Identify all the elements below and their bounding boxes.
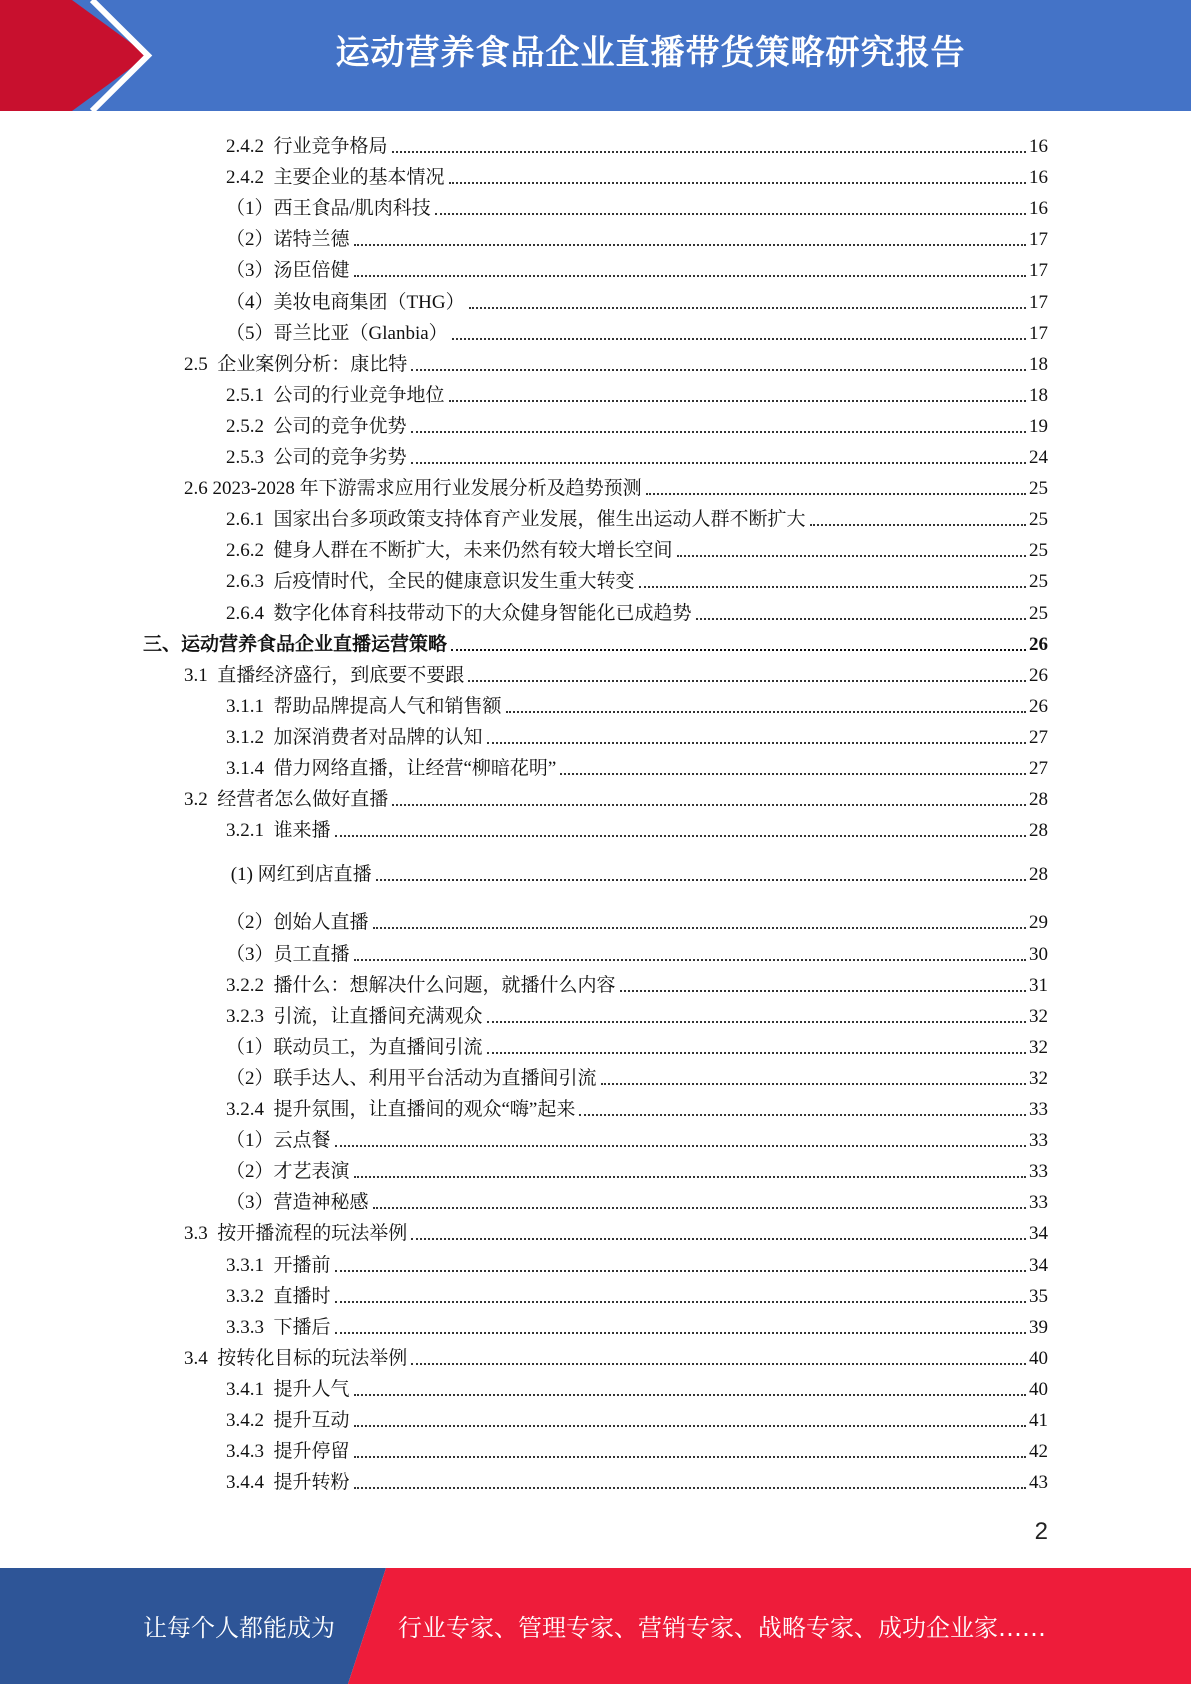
toc-entry-number: 2.6.2 xyxy=(226,540,274,562)
toc-entry-page: 25 xyxy=(1029,478,1048,500)
toc-dot-leader xyxy=(452,338,1026,340)
toc-entry-number: （4） xyxy=(226,291,274,313)
toc-entry[interactable] xyxy=(226,1122,1048,1152)
toc-entry-title: 企业案例分析：康比特 xyxy=(217,353,408,375)
toc-entry-page: 42 xyxy=(1029,1441,1048,1463)
toc-entry-page: 39 xyxy=(1029,1316,1048,1338)
toc-entry-number: （1） xyxy=(226,198,274,220)
toc-entry[interactable] xyxy=(226,1309,1048,1339)
toc-dot-leader xyxy=(451,649,1026,651)
toc-entry-number: 3.4 xyxy=(184,1347,218,1369)
toc-dot-leader xyxy=(411,369,1026,371)
footer-slogan-left: 让每个人都能成为 xyxy=(143,1614,335,1642)
toc-entry-page: 27 xyxy=(1029,758,1048,779)
toc-entry[interactable] xyxy=(226,190,1048,220)
toc-entry-number: （5） xyxy=(226,322,274,344)
toc-entry-title: 美妆电商集团（THG） xyxy=(273,291,465,313)
toc-entry-title: 公司的行业竞争地位 xyxy=(273,384,445,406)
page-number: 2 xyxy=(1034,1518,1048,1545)
toc-entry-page: 41 xyxy=(1029,1410,1048,1431)
toc-entry-page: 26 xyxy=(1029,633,1048,655)
toc-entry[interactable] xyxy=(226,595,1048,625)
toc-entry-number: 3.3 xyxy=(184,1223,218,1245)
page-header xyxy=(0,0,1191,111)
toc-entry-number: （2） xyxy=(226,1067,274,1089)
toc-entry-page: 33 xyxy=(1029,1099,1048,1120)
toc-dot-leader xyxy=(354,1456,1026,1458)
toc-entry-number: （3） xyxy=(226,1192,274,1214)
toc-dot-leader xyxy=(435,213,1026,215)
toc-entry-title: 西王食品/肌肉科技 xyxy=(273,198,431,220)
toc-dot-leader xyxy=(392,804,1026,806)
toc-entry[interactable] xyxy=(226,377,1048,407)
toc-entry-title: 加深消费者对品牌的认知 xyxy=(273,726,483,748)
toc-dot-leader xyxy=(677,555,1026,557)
toc-entry-number: （1） xyxy=(226,1036,274,1058)
toc-entry-page: 17 xyxy=(1029,322,1048,344)
toc-entry[interactable] xyxy=(226,128,1048,158)
toc-dot-leader xyxy=(354,1425,1026,1427)
toc-entry[interactable] xyxy=(184,781,1048,811)
toc-entry-page: 31 xyxy=(1029,974,1048,996)
toc-entry-page: 16 xyxy=(1029,167,1048,189)
toc-entry-title: 谁来播 xyxy=(273,820,331,842)
toc-entry[interactable] xyxy=(226,1091,1048,1121)
toc-entry-title: 网红到店直播 xyxy=(257,864,372,886)
toc-entry-page: 35 xyxy=(1029,1285,1048,1307)
toc-dot-leader xyxy=(468,680,1026,682)
toc-entry-number: （2） xyxy=(226,229,274,251)
toc-entry-page: 16 xyxy=(1029,136,1048,157)
toc-entry-title: 汤臣倍健 xyxy=(273,260,350,282)
toc-entry-page: 25 xyxy=(1029,540,1048,562)
toc-entry-number: 2.6.4 xyxy=(226,602,274,624)
toc-entry-page: 32 xyxy=(1029,1067,1048,1089)
toc-entry-title: 营造神秘感 xyxy=(273,1192,369,1214)
toc-entry-page: 19 xyxy=(1029,415,1048,437)
toc-entry[interactable] xyxy=(226,315,1048,345)
toc-dot-leader xyxy=(646,493,1026,495)
toc-dot-leader xyxy=(601,1083,1026,1085)
toc-entry[interactable] xyxy=(226,1153,1048,1183)
toc-dot-leader xyxy=(335,1301,1026,1303)
toc-entry[interactable] xyxy=(226,1433,1048,1463)
toc-dot-leader xyxy=(354,1487,1026,1489)
toc-entry-title: 运动营养食品企业直播运营策略 xyxy=(181,633,448,655)
toc-entry-title: 直播经济盛行，到底要不要跟 xyxy=(217,664,465,686)
toc-entry[interactable] xyxy=(226,532,1048,562)
toc-dot-leader xyxy=(335,835,1026,837)
toc-entry[interactable] xyxy=(226,812,1048,842)
toc-entry[interactable] xyxy=(226,998,1048,1028)
toc-dot-leader xyxy=(373,1207,1026,1209)
toc-dot-leader xyxy=(354,1394,1026,1396)
toc-dot-leader xyxy=(373,927,1026,929)
toc-entry-title: 提升转粉 xyxy=(273,1472,350,1494)
toc-entry-number: 3.2.1 xyxy=(226,820,274,842)
toc-entry-number: 3.4.4 xyxy=(226,1472,274,1494)
toc-entry-title: 后疫情时代，全民的健康意识发生重大转变 xyxy=(273,571,635,593)
toc-entry-number: （3） xyxy=(226,260,274,282)
toc-entry-page: 26 xyxy=(1029,695,1048,717)
toc-dot-leader xyxy=(579,1114,1026,1116)
toc-dot-leader xyxy=(335,1332,1026,1334)
toc-entry-number: 2.6.3 xyxy=(226,571,274,593)
toc-dot-leader xyxy=(354,244,1026,246)
toc-entry[interactable] xyxy=(184,1215,1048,1245)
toc-entry[interactable] xyxy=(226,904,1048,934)
toc-entry[interactable] xyxy=(184,1340,1048,1370)
toc-dot-leader xyxy=(506,711,1026,713)
toc-entry[interactable] xyxy=(184,657,1048,687)
toc-entry-title: 数字化体育科技带动下的大众健身智能化已成趋势 xyxy=(273,602,692,624)
toc-entry-number: 3.1.1 xyxy=(226,695,274,717)
toc-entry[interactable] xyxy=(226,1060,1048,1090)
toc-entry-number: （1） xyxy=(226,1130,274,1152)
toc-entry-page: 28 xyxy=(1029,820,1048,842)
toc-dot-leader xyxy=(354,275,1026,277)
toc-entry[interactable] xyxy=(226,221,1048,251)
document-title: 运动营养食品企业直播带货策略研究报告 xyxy=(335,33,966,73)
toc-entry-page: 25 xyxy=(1029,602,1048,624)
toc-entry[interactable] xyxy=(226,159,1048,189)
toc-entry-page: 17 xyxy=(1029,229,1048,251)
footer-slogan-right: 行业专家、管理专家、营销专家、战略专家、成功企业家…… xyxy=(398,1614,1046,1642)
toc-dot-leader xyxy=(560,773,1026,775)
toc-entry[interactable] xyxy=(143,626,1048,656)
toc-entry-title: 提升停留 xyxy=(273,1441,350,1463)
toc-entry-page: 27 xyxy=(1029,726,1048,748)
toc-entry-page: 25 xyxy=(1029,509,1048,531)
toc-entry-title: 2023-2028 年下游需求应用行业发展分析及趋势预测 xyxy=(212,478,642,500)
toc-entry-number: 3.2.4 xyxy=(226,1099,274,1120)
toc-entry-title: 下播后 xyxy=(273,1316,331,1338)
toc-entry[interactable] xyxy=(184,470,1048,500)
toc-entry-page: 28 xyxy=(1029,864,1048,886)
toc-entry-number: 3.4.2 xyxy=(226,1410,274,1431)
page-footer xyxy=(0,1568,1191,1684)
toc-entry-title: 提升氛围，让直播间的观众“嗨”起来 xyxy=(273,1099,576,1120)
header-arrow-icon xyxy=(0,0,260,111)
toc-dot-leader xyxy=(487,1021,1026,1023)
toc-entry[interactable] xyxy=(226,750,1048,780)
toc-entry-title: 按开播流程的玩法举例 xyxy=(217,1223,408,1245)
toc-entry[interactable] xyxy=(226,967,1048,997)
toc-dot-leader xyxy=(411,431,1026,433)
toc-dot-leader xyxy=(449,182,1026,184)
toc-entry[interactable] xyxy=(226,439,1048,469)
toc-dot-leader xyxy=(487,742,1026,744)
toc-entry[interactable] xyxy=(226,719,1048,749)
toc-entry-page: 34 xyxy=(1029,1223,1048,1245)
toc-dot-leader xyxy=(376,879,1026,881)
toc-entry-page: 17 xyxy=(1029,291,1048,313)
toc-entry[interactable] xyxy=(226,1464,1048,1494)
toc-dot-leader xyxy=(392,151,1026,153)
toc-entry-number: 2.5.2 xyxy=(226,415,274,437)
toc-entry-number: 三、 xyxy=(143,633,182,655)
toc-entry-number: 3.3.2 xyxy=(226,1285,274,1307)
toc-entry-number: 2.6.1 xyxy=(226,509,274,531)
toc-entry-title: 帮助品牌提高人气和销售额 xyxy=(273,695,502,717)
toc-dot-leader xyxy=(335,1270,1026,1272)
toc-entry-title: 才艺表演 xyxy=(273,1161,350,1183)
toc-dot-leader xyxy=(354,1176,1026,1178)
toc-entry[interactable] xyxy=(226,1402,1048,1432)
toc-entry[interactable] xyxy=(226,1371,1048,1401)
toc-entry-title: 开播前 xyxy=(273,1254,331,1276)
toc-entry-title: 创始人直播 xyxy=(273,912,369,934)
toc-dot-leader xyxy=(620,990,1026,992)
toc-entry[interactable] xyxy=(184,346,1048,376)
toc-entry[interactable] xyxy=(226,1278,1048,1308)
toc-entry-number: 3.3.3 xyxy=(226,1316,274,1338)
toc-entry-page: 43 xyxy=(1029,1472,1048,1494)
toc-entry[interactable] xyxy=(226,1247,1048,1277)
toc-entry-title: 播什么：想解决什么问题，就播什么内容 xyxy=(273,974,616,996)
toc-entry-page: 40 xyxy=(1029,1378,1048,1400)
toc-entry-title: 直播时 xyxy=(273,1285,331,1307)
toc-entry[interactable] xyxy=(226,563,1048,593)
toc-entry-number: 3.4.3 xyxy=(226,1441,274,1463)
toc-entry[interactable] xyxy=(226,252,1048,282)
toc-dot-leader xyxy=(810,524,1026,526)
toc-entry[interactable] xyxy=(226,856,1048,886)
toc-dot-leader xyxy=(449,400,1026,402)
toc-dot-leader xyxy=(487,1052,1026,1054)
toc-entry[interactable] xyxy=(226,284,1048,314)
toc-entry-title: 哥兰比亚（Glanbia） xyxy=(273,322,448,344)
toc-entry-page: 32 xyxy=(1029,1036,1048,1058)
toc-entry-page: 18 xyxy=(1029,384,1048,406)
toc-entry-number: 3.1.2 xyxy=(226,726,274,748)
toc-dot-leader xyxy=(469,307,1026,309)
toc-entry-number: 3.1.4 xyxy=(226,758,274,779)
toc-entry-title: 提升人气 xyxy=(273,1378,350,1400)
toc-entry[interactable] xyxy=(226,1029,1048,1059)
toc-dot-leader xyxy=(335,1145,1026,1147)
toc-entry-title: 国家出台多项政策支持体育产业发展，催生出运动人群不断扩大 xyxy=(273,509,806,531)
toc-entry-number: 2.6 xyxy=(184,478,213,500)
toc-entry-title: 行业竞争格局 xyxy=(273,136,388,157)
toc-entry-number: 2.4.2 xyxy=(226,136,274,157)
toc-entry-number: 2.5 xyxy=(184,353,218,375)
toc-entry-page: 33 xyxy=(1029,1192,1048,1214)
toc-entry-number: 2.4.2 xyxy=(226,167,274,189)
toc-entry-page: 40 xyxy=(1029,1347,1048,1369)
toc-entry[interactable] xyxy=(226,501,1048,531)
toc-entry-number: 3.4.1 xyxy=(226,1378,274,1400)
toc-dot-leader xyxy=(411,1363,1026,1365)
toc-entry-title: 联手达人、利用平台活动为直播间引流 xyxy=(273,1067,597,1089)
toc-entry-number: 3.2.3 xyxy=(226,1005,274,1027)
toc-dot-leader xyxy=(639,586,1026,588)
toc-entry-title: 联动员工，为直播间引流 xyxy=(273,1036,483,1058)
toc-entry-title: 提升互动 xyxy=(273,1410,350,1431)
toc-entry-page: 33 xyxy=(1029,1130,1048,1152)
toc-entry-page: 17 xyxy=(1029,260,1048,282)
toc-dot-leader xyxy=(696,618,1026,620)
toc-dot-leader xyxy=(411,462,1026,464)
toc-entry-title: 引流，让直播间充满观众 xyxy=(273,1005,483,1027)
toc-entry-title: 经营者怎么做好直播 xyxy=(217,789,389,811)
toc-entry-page: 18 xyxy=(1029,353,1048,375)
toc-entry[interactable] xyxy=(226,1184,1048,1214)
toc-entry-title: 诺特兰德 xyxy=(273,229,350,251)
toc-entry-page: 33 xyxy=(1029,1161,1048,1183)
toc-entry-number: 3.3.1 xyxy=(226,1254,274,1276)
toc-entry-title: 主要企业的基本情况 xyxy=(273,167,445,189)
toc-entry-page: 28 xyxy=(1029,789,1048,811)
toc-entry-number: (1) xyxy=(226,864,258,886)
toc-entry-page: 30 xyxy=(1029,943,1048,965)
toc-entry-number: （2） xyxy=(226,912,274,934)
toc-entry-title: 员工直播 xyxy=(273,943,350,965)
toc-entry[interactable] xyxy=(226,408,1048,438)
toc-entry-number: 2.5.3 xyxy=(226,447,274,468)
toc-entry-page: 16 xyxy=(1029,198,1048,220)
toc-entry-number: 3.2.2 xyxy=(226,974,274,996)
toc-entry-number: 2.5.1 xyxy=(226,384,274,406)
toc-entry-page: 34 xyxy=(1029,1254,1048,1276)
toc-entry-number: （3） xyxy=(226,943,274,965)
toc-entry-number: （2） xyxy=(226,1161,274,1183)
toc-dot-leader xyxy=(354,959,1026,961)
toc-entry-page: 29 xyxy=(1029,912,1048,934)
toc-entry-title: 借力网络直播，让经营“柳暗花明” xyxy=(273,758,557,779)
toc-entry-page: 25 xyxy=(1029,571,1048,593)
toc-dot-leader xyxy=(411,1238,1026,1240)
toc-entry-title: 健身人群在不断扩大，未来仍然有较大增长空间 xyxy=(273,540,673,562)
toc-entry-page: 24 xyxy=(1029,447,1048,468)
toc-entry[interactable] xyxy=(226,688,1048,718)
toc-entry-page: 26 xyxy=(1029,664,1048,686)
toc-entry-title: 按转化目标的玩法举例 xyxy=(217,1347,408,1369)
toc-entry-page: 32 xyxy=(1029,1005,1048,1027)
toc-entry-title: 云点餐 xyxy=(273,1130,331,1152)
toc-entry-number: 3.1 xyxy=(184,664,218,686)
toc-entry-title: 公司的竞争优势 xyxy=(273,415,407,437)
toc-entry-number: 3.2 xyxy=(184,789,218,811)
toc-entry-title: 公司的竞争劣势 xyxy=(273,447,407,468)
toc-entry[interactable] xyxy=(226,936,1048,966)
